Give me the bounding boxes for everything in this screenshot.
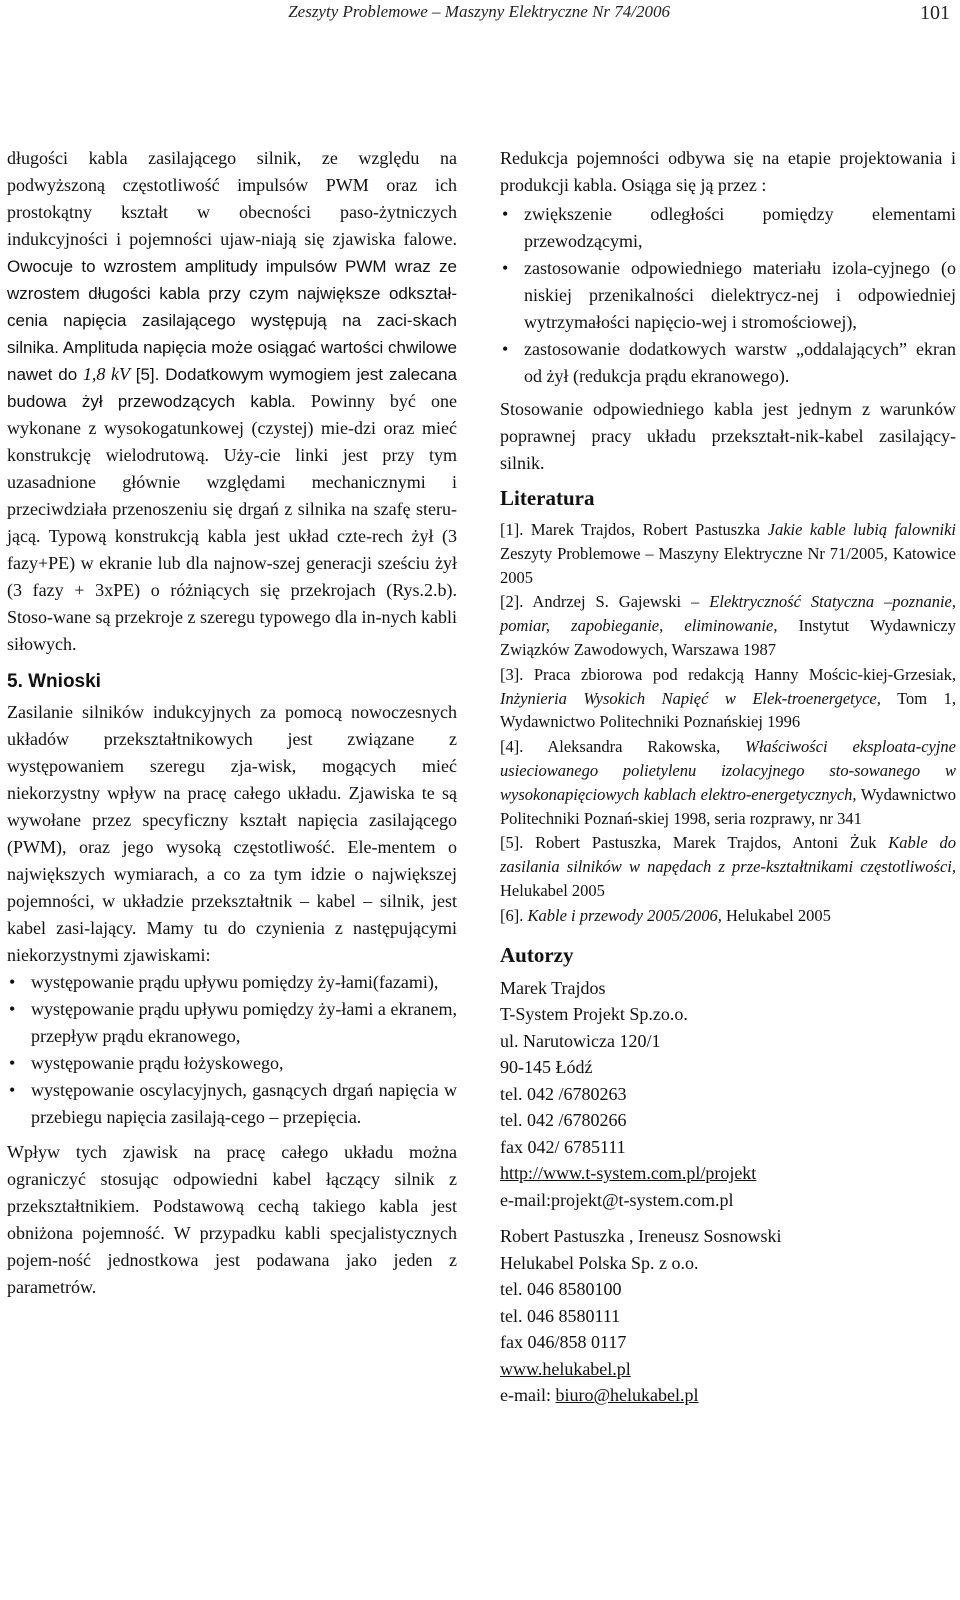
reference-item: [4]. Aleksandra Rakowska, Właściwości eksploata-cyjne usieciowanego polietylenu izolacyjnego sto-sowanego w wysokonapięciowych kablach elektro-energetycznych, Wydawnictwo Politechniki Poznań-skiej 1998, seria rozprawy, nr 341 — [500, 737, 956, 828]
list-item: • zastosowanie odpowiedniego materiału izola-cyjnego (o niskiej przenikalności dielektrycz-nej i odpowiedniej wytrzymałości napięcio-wej i stromościowej), — [500, 255, 956, 336]
bullet-icon: • — [9, 972, 16, 992]
text-sans-amplitude: Owocuje to wzrostem amplitudy impulsów PWM wraz ze wzrostem długości kabla przy czym największe odkształ-cenia napięcia zasilającego występują na zaci-skach silnika. Amplituda napięcia może osiągać wartości chwilowe nawet do — [7, 257, 457, 384]
paragraph-proper-cable: Stosowanie odpowiedniego kabla jest jednym z warunków poprawnej pracy układu przekształt-nik-kabel zasilający-silnik. — [500, 399, 956, 473]
reference-item: [2]. Andrzej S. Gajewski – Elektryczność Statyczna –poznanie, pomiar, zapobieganie, eliminowanie, Instytut Wydawniczy Związków Zawodowych, Warszawa 1987 — [500, 592, 957, 659]
email-label: e-mail: — [500, 1385, 551, 1406]
phenomena-list — [7, 969, 457, 1131]
contact-block-helukabel — [500, 1223, 956, 1409]
email-line-tsystem: e-mail:projekt@t-system.com.pl — [500, 1189, 734, 1210]
bullet-icon: • — [9, 1080, 16, 1100]
reference-item: [5]. Robert Pastuszka, Marek Trajdos, Antoni Żuk Kable do zasilania silników w napędach z prze-kształtnikami częstotliwości, Helukabel 2005 — [500, 833, 956, 900]
section-heading-literature: Literatura — [500, 486, 595, 510]
journal-title: Zeszyty Problemowe – Maszyny Elektryczne Nr 74/2006 — [288, 2, 670, 21]
email-link-helukabel[interactable]: biuro@helukabel.pl — [555, 1385, 699, 1406]
contact-line: T-System Projekt Sp.zo.o. — [500, 1004, 688, 1025]
reference-item: [1]. Marek Trajdos, Robert Pastuszka Jakie kable lubią falowniki Zeszyty Problemowe – Maszyny Elektryczne Nr 71/2005, Katowice 2005 — [500, 520, 957, 587]
page-header — [0, 0, 960, 40]
right-column — [500, 145, 956, 1409]
text-serif-intro: długości kabla zasilającego silnik, ze względu na podwyższoną częstotliwość impulsów PWM oraz ich prostokątny kształt w obecności paso-żytniczych indukcyjności i pojemności ujaw-niają się zjawiska falowe. — [7, 148, 457, 249]
paragraph-summary: Wpływ tych zjawisk na pracę całego układu można ograniczyć stosując odpowiedni kabel łączący silnik z przekształtnikiem. Podstawową cechą takiego kabla jest obniżona pojemność. W przypadku kabli specjalistycznych pojem-ność jednostkowa jest podawana jako jeden z parametrów. — [7, 1142, 457, 1297]
left-column — [7, 145, 457, 1301]
text-serif-construction: Powinny być one wykonane z wysokogatunkowej (czystej) mie-dzi oraz mieć konstrukcję wielodrutową. Uży-cie linki jest przy tym uzasadnione głównie względami mechanicznymi i przeciwdziała przenoszeniu się drgań z silnika na szafę steru-jącą. Typową konstrukcją kabla jest układ czte-rech żył (3 fazy+PE) w ekranie lub dla najnow-szej generacji sześciu żył (3 fazy + 3xPE) o różniących się przekrojach (Rys.2.b). Stoso-wane są przekroje z szeregu typowego dla in-nych kabli siłowych. — [7, 391, 457, 654]
reference-item: [6]. Kable i przewody 2005/2006, Helukabel 2005 — [500, 905, 831, 925]
website-link-helukabel[interactable]: www.helukabel.pl — [500, 1358, 631, 1379]
section-heading-conclusions: 5. Wnioski — [7, 671, 101, 692]
page-number: 101 — [920, 2, 950, 24]
contact-line: tel. 046 8580100 — [500, 1279, 622, 1300]
contact-block-tsystem — [500, 975, 956, 1214]
bullet-icon: • — [502, 339, 509, 359]
contact-line: tel. 046 8580111 — [500, 1305, 621, 1326]
paragraph-cable-waves — [7, 145, 457, 658]
bullet-icon: • — [502, 258, 509, 278]
bullet-icon: • — [9, 999, 16, 1019]
contact-line: ul. Narutowicza 120/1 — [500, 1030, 661, 1051]
list-item: • występowanie oscylacyjnych, gasnących drgań napięcia w przebiegu napięcia zasilają-cego – przepięcia. — [7, 1077, 457, 1131]
website-link-tsystem[interactable]: http://www.t-system.com.pl/projekt — [500, 1163, 757, 1184]
paragraph-capacity-reduction: Redukcja pojemności odbywa się na etapie projektowania i produkcji kabla. Osiąga się ją przez : — [500, 148, 956, 195]
list-item: • występowanie prądu łożyskowego, — [7, 1050, 457, 1077]
paragraph-conclusions: Zasilanie silników indukcyjnych za pomocą nowoczesnych układów przekształtnikowych jest związane z występowaniem szeregu zja-wisk, mogących mieć niekorzystny wpływ na pracę całego układu. Zjawiska te są wywołane przez specyficzny kształt napięcia zasilającego (PWM), oraz jego wysoką częstotliwość. Ele-mentem o największych wymiarach, a co za tym idzie o największej pojemności, w układzie przekształtnik – kabel – silnik, jest kabel zasi-lający. Mamy tu do czynienia z następującymi niekorzystnymi zjawiskami: — [7, 702, 457, 965]
list-item: • zastosowanie dodatkowych warstw „oddalających” ekran od żył (redukcja prądu ekranowego). — [500, 336, 956, 390]
reference-item: [3]. Praca zbiorowa pod redakcją Hanny Mościc-kiej-Grzesiak, Inżynieria Wysokich Napięć w Elek-troenergetyce, Tom 1, Wydawnictwo Politechniki Poznańskiej 1996 — [500, 664, 957, 732]
list-item: • zwiększenie odległości pomiędzy elementami przewodzącymi, — [500, 201, 956, 255]
contact-line: Marek Trajdos — [500, 977, 606, 998]
section-heading-authors: Autorzy — [500, 942, 574, 967]
voltage-value: 1,8 kV — [82, 364, 131, 384]
contact-line: fax 042/ 6785111 — [500, 1136, 626, 1157]
reference-list — [500, 518, 956, 928]
list-item: • występowanie prądu upływu pomiędzy ży-łami a ekranem, przepływ prądu ekranowego, — [7, 996, 457, 1050]
contact-line: Robert Pastuszka , Ireneusz Sosnowski — [500, 1226, 782, 1247]
contact-line: tel. 042 /6780266 — [500, 1110, 627, 1131]
contact-line: fax 046/858 0117 — [500, 1332, 627, 1353]
contact-line: 90-145 Łódź — [500, 1057, 593, 1078]
contact-line: Helukabel Polska Sp. z o.o. — [500, 1252, 699, 1273]
bullet-icon: • — [502, 204, 509, 224]
bullet-icon: • — [9, 1053, 16, 1073]
contact-line: tel. 042 /6780263 — [500, 1083, 627, 1104]
text-sans-requirement: [5]. Dodatkowym wymogiem jest zalecana budowa żył przewodzących kabla. — [7, 365, 457, 411]
methods-list — [500, 201, 956, 390]
list-item: • występowanie prądu upływu pomiędzy ży-łami(fazami), — [7, 969, 457, 996]
